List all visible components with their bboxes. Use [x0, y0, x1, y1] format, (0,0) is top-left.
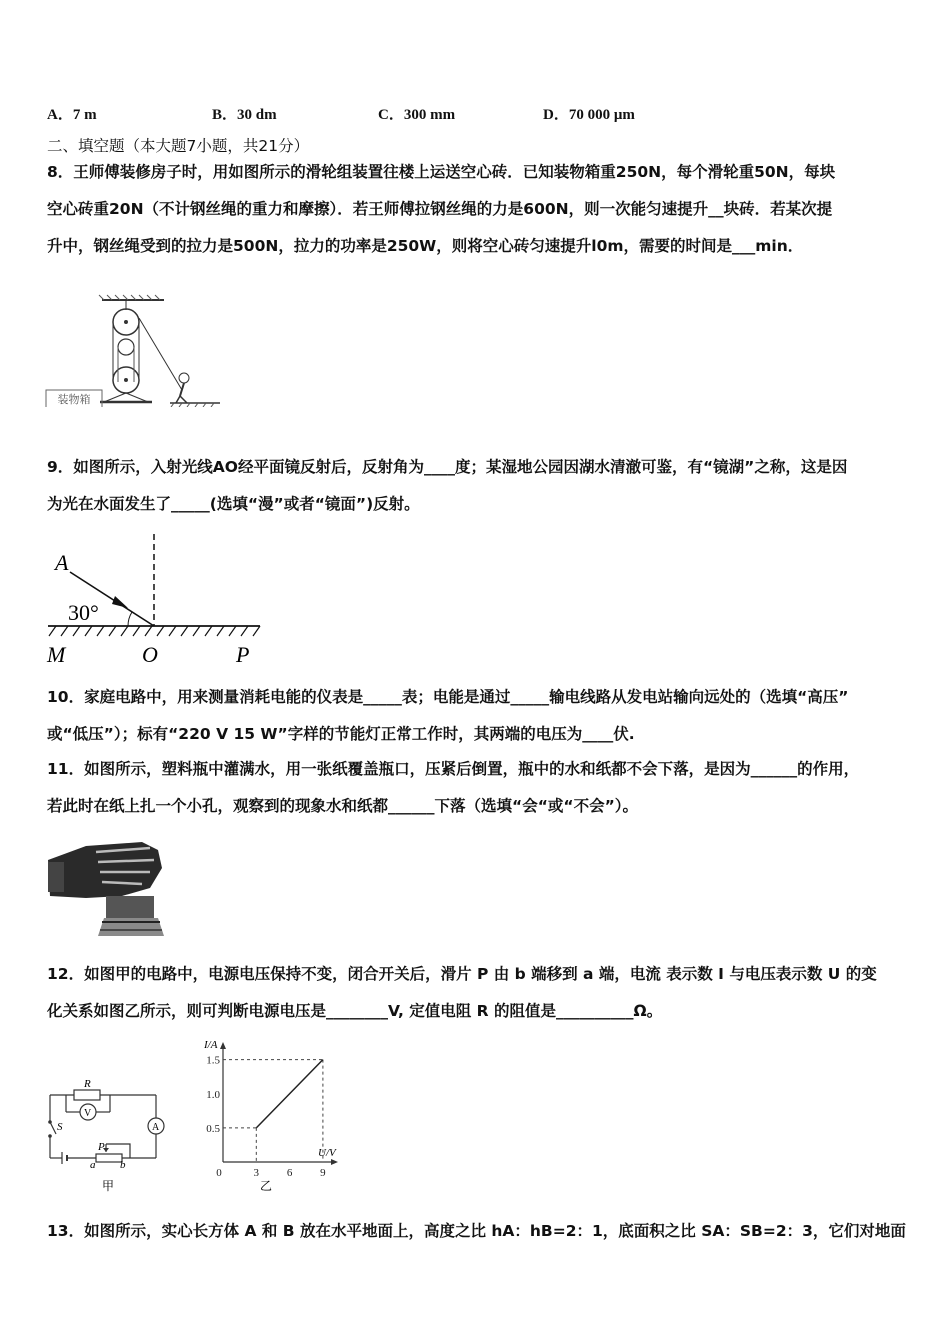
x-axis-label: U/V — [318, 1147, 336, 1159]
q10-line-1: 10．家庭电路中，用来测量消耗电能的仪表是_____表；电能是通过_____输电线路从发电站输向远处的（选填“高压” — [47, 688, 849, 706]
option-a: A．7 m — [47, 107, 97, 123]
box-label: 装物箱 — [57, 393, 91, 406]
section-heading: 二、填空题（本大题7小题，共21分） — [47, 137, 310, 155]
y-tick-0.5: 0.5 — [206, 1122, 220, 1135]
caption-yi: 乙 — [260, 1179, 273, 1193]
x-tick-3: 3 — [253, 1167, 260, 1179]
label-m: M — [47, 642, 66, 667]
q8-line-3: 升中，钢丝绳受到的拉力是500N，拉力的功率是250W，则将空心砖匀速提升l0m，需要的时间是___min． — [47, 237, 804, 255]
label-r: R — [84, 1078, 91, 1090]
q9-line-2: 为光在水面发生了_____(选填“漫”或者“镜面”)反射。 — [47, 495, 420, 513]
q12-line-1: 12．如图甲的电路中，电源电压保持不变，闭合开关后，滑片 P 由 b 端移到 a 端，电流 表示数 I 与电压表示数 U 的变 — [47, 965, 877, 983]
q10-line-2: 或“低压”）；标有“220 V 15 W”字样的节能灯正常工作时，其两端的电压为____伏. — [47, 725, 635, 743]
bottle-photo — [46, 838, 171, 940]
q11-line-1: 11．如图所示，塑料瓶中灌满水，用一张纸覆盖瓶口，压紧后倒置，瓶中的水和纸都不会下落，是因为______的作用， — [47, 760, 860, 778]
q8-line-1: 8．王师傅装修房子时，用如图所示的滑轮组装置往楼上运送空心砖．已知装物箱重250N，每个滑轮重50N，每块 — [47, 163, 836, 181]
label-a: A — [55, 550, 69, 575]
option-b: B．30 dm — [212, 107, 277, 123]
label-s: S — [57, 1121, 63, 1133]
voltmeter-label: V — [84, 1108, 92, 1119]
label-angle: 30° — [68, 600, 99, 625]
label-p: P — [98, 1141, 105, 1153]
y-tick-1.0: 1.0 — [206, 1088, 220, 1101]
q13-line-1: 13．如图所示，实心长方体 A 和 B 放在水平地面上，高度之比 hA：hB=2：1，底面积之比 SA：SB=2：3，它们对地面 — [47, 1222, 906, 1240]
option-c: C．300 mm — [378, 107, 456, 123]
pulley-figure — [44, 292, 224, 407]
label-a-end: a — [90, 1159, 96, 1171]
caption-jia: 甲 — [102, 1179, 115, 1193]
q11-line-2: 若此时在纸上扎一个小孔，观察到的现象水和纸都______下落（选填“会“或“不会”）。 — [47, 797, 639, 815]
reflection-figure — [42, 532, 267, 667]
label-b-end: b — [120, 1159, 126, 1171]
q9-line-1: 9．如图所示，入射光线AO经平面镜反射后，反射角为____度；某湿地公园因湖水清澈可鉴，有“镜湖”之称，这是因 — [47, 458, 848, 476]
y-tick-1.5: 1.5 — [206, 1054, 220, 1067]
option-d: D．70 000 μm — [543, 107, 635, 123]
circuit-diagram — [44, 1070, 184, 1195]
iu-line — [256, 1060, 323, 1128]
x-tick-6: 6 — [286, 1167, 293, 1179]
ammeter-label: A — [152, 1122, 160, 1133]
label-o: O — [142, 642, 158, 667]
label-p: P — [236, 642, 250, 667]
y-axis-label: I/A — [204, 1039, 218, 1051]
x-tick-0: 0 — [216, 1167, 222, 1179]
q12-line-2: 化关系如图乙所示，则可判断电源电压是________V, 定值电阻 R 的阻值是__________Ω。 — [47, 1002, 663, 1020]
x-tick-9: 9 — [320, 1167, 326, 1179]
iu-graph — [196, 1038, 346, 1193]
q8-line-2: 空心砖重20N（不计钢丝绳的重力和摩擦）．若王师傅拉钢丝绳的力是600N，则一次能匀速提升__块砖．若某次提 — [47, 200, 833, 218]
